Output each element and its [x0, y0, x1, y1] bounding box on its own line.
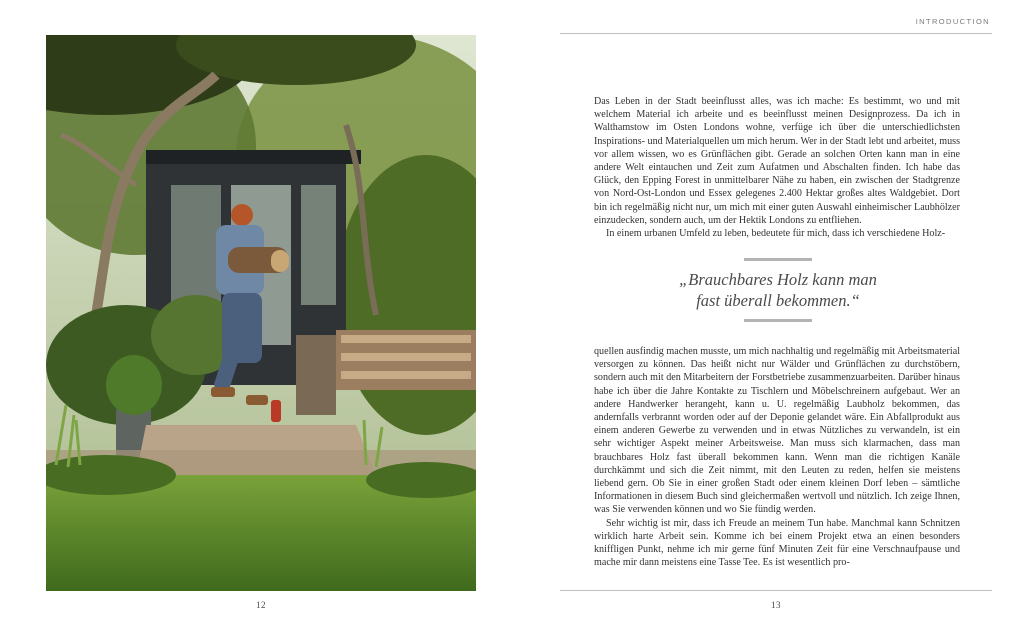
pull-quote-text [640, 269, 916, 311]
pull-quote-bar-bottom [744, 319, 812, 322]
pull-quote [640, 258, 916, 322]
paragraph: In einem urbanen Umfeld zu leben, bedeutete für mich, dass ich verschiedene Holz- [606, 228, 946, 240]
paragraph: Das Leben in der Stadt beeinflusst alles, was ich mache: Es bestimmt, wo und mit welchem Material ich arbeite und es beeinflusst meinen Designprozess. Da ich in Walthamstow im Osten Londons wohne, verfüge ich über die unterschiedlichsten Inspirations- und Materialquellen um mich herum. Wer in der Stadt lebt und arbeitet, muss vor allem wissen, wo es Grünflächen gibt. Gerade an solchen Orten kann man in eine andere Welt eintauchen und Zeit zum Aufatmen und Abschalten finden. Ich habe das Glück, den Epping Forest in unmittelbarer Nähe zu haben, ein zwischen der Stadtgrenze von Nord-Ost-London und Essex gelegenes 2.400 Hektar großes altes Waldgebiet. Dort bin ich regelmäßig nicht nur, um mich mit einer guten Auswahl einheimischer Laubhölzer einzudecken, sondern auch, um der Hektik Londons zu entfliehen. [594, 96, 960, 226]
header-rule [560, 33, 992, 34]
paragraph: Sehr wichtig ist mir, dass ich Freude an meinem Tun habe. Manchmal kann Schnitzen wirklich harte Arbeit sein. Komme ich bei einem Projekt etwa an einen besonders kniffligen Punkt, nehme ich mir gerne fünf Minuten Zeit für eine Verschnaufpause und mache mir dann meistens eine Tasse Tee. Es ist wesentlich pro- [594, 517, 960, 569]
garden-photo-illustration [46, 35, 476, 591]
footer-rule [560, 590, 992, 591]
body-text-top [594, 95, 960, 240]
page-number-left: 12 [256, 600, 266, 610]
body-text-bottom [594, 345, 960, 569]
pull-quote-bar-top [744, 258, 812, 261]
pull-quote-line: „Brauchbares Holz kann man [679, 270, 877, 289]
running-head: INTRODUCTION [915, 17, 990, 26]
paragraph: quellen ausfindig machen musste, um mich nachhaltig und regelmäßig mit Arbeitsmaterial versorgen zu können. Das heißt nicht nur Wälder und Grünflächen zu durchstöbern, sondern auch mit den Mitarbeitern der Forstbetriebe zusammenzuarbeiten. Darüber hinaus habe ich über die Jahre Kontakte zu Tischlern und Möbelschreinern aufgebaut. Wer an andere Handwerker herangeht, kann u. U. regelmäßig Laubholz bekommen, das andernfalls verbrannt worden oder auf der Deponie gelandet wäre. Ein Abfallprodukt aus einem anderen Gewerbe zu verwenden und in etwas Nützliches zu verwandeln, ist ein sehr wichtiger Aspekt meiner Arbeitsweise. Man muss sich klarmachen, dass man brauchbares Holz fast überall bekommen kann. Wenn man die richtigen Kanäle durchkämmt und sich die Zeit nimmt, mit den Leuten zu reden, helfen sie meistens liebend gern. Ob Sie in einer großen Stadt oder einem kleinen Dorf leben – sämtliche Informationen in diesem Buch sind gleichermaßen wertvoll und nützlich. Ich zeige Ihnen, was Sie verwenden können und wo Sie fündig werden. [594, 346, 960, 516]
page-number-right: 13 [771, 600, 781, 610]
garden-workshop-photo [46, 35, 476, 591]
pull-quote-line: fast überall bekommen.“ [696, 291, 860, 310]
